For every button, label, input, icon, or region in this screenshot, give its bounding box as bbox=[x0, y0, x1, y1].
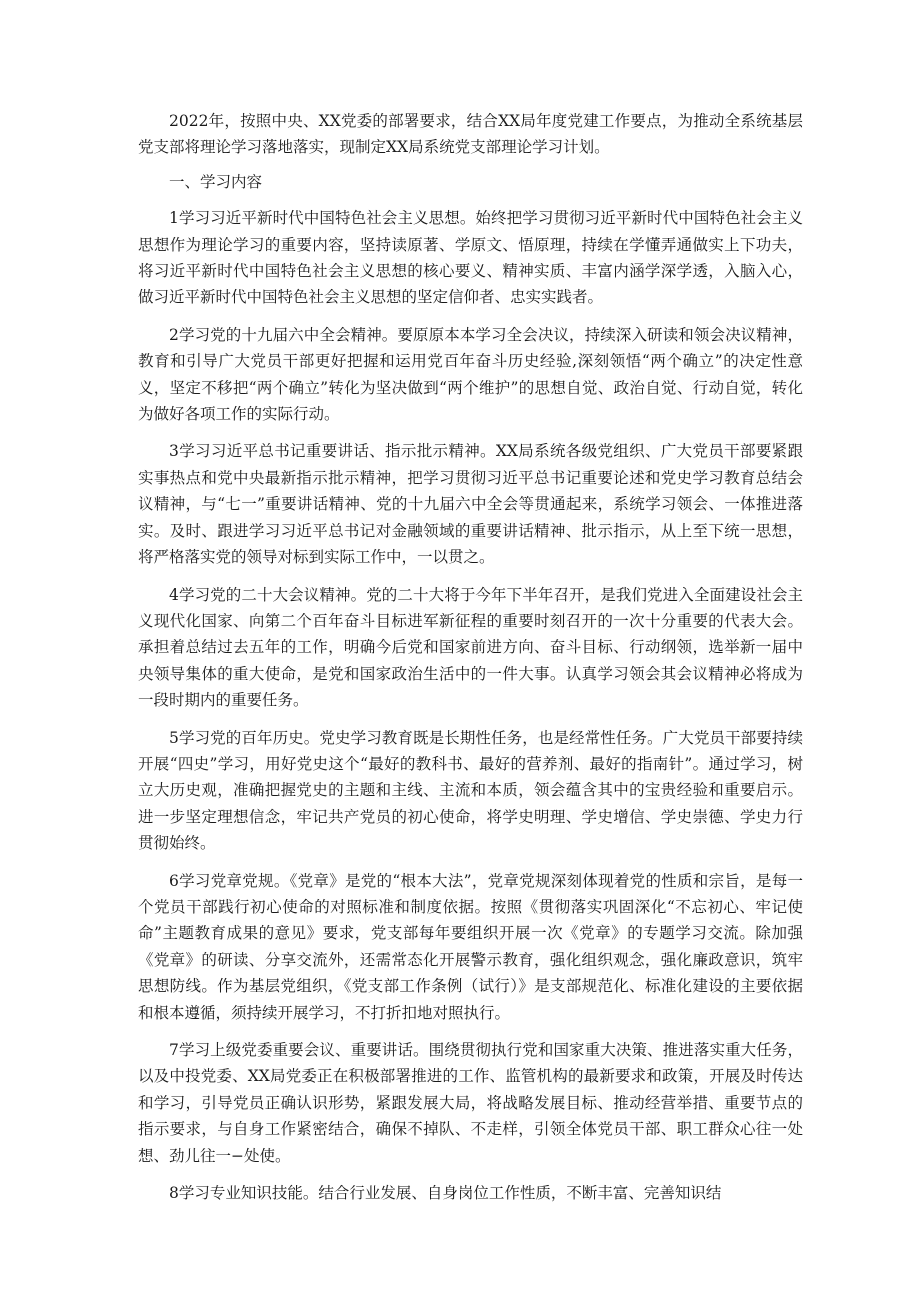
study-item-8: 8学习专业知识技能。结合行业发展、自身岗位工作性质，不断丰富、完善知识结 bbox=[169, 1184, 722, 1203]
study-item-4: 4学习党的二十大会议精神。党的二十大将于今年下半年召开，是我们党进入全面建设社会主义现代化国家、向第二个百年奋斗目标进军新征程的重要时刻召开的一次十分重要的代表大会。承担着总结过去五年的工作，明确今后党和国家前进方向、奋斗目标、行动纲领，选举新一届中央领导集体的重大使命，是党和国家政治生活中的一件大事。认真学习领会其会议精神必将成为一段时期内的重要任务。 bbox=[138, 585, 803, 710]
study-item-1: 1学习习近平新时代中国特色社会主义思想。始终把学习贯彻习近平新时代中国特色社会主义思想作为理论学习的重要内容，坚持读原著、学原文、悟原理，持续在学懂弄通做实上下功夫，将习近平新时代中国特色社会主义思想的核心要义、精神实质、丰富内涵学深学透，入脑入心，做习近平新时代中国特色社会主义思想的坚定信仰者、忠实实践者。 bbox=[138, 209, 803, 307]
section-heading: 一、学习内容 bbox=[169, 172, 263, 191]
study-item-6: 6学习党章党规。《党章》是党的“根本大法”，党章党规深刻体现着党的性质和宗旨，是每一个党员干部践行初心使命的对照标准和制度依据。按照《贯彻落实巩固深化“不忘初心、牢记使命”主题教育成果的意见》要求，党支部每年要组织开展一次《党章》的专题学习交流。除加强《党章》的研读、分享交流外，还需常态化开展警示教育，强化组织观念，强化廉政意识，筑牢思想防线。作为基层党组织，《党支部工作条例（试行）》是支部规范化、标准化建设的主要依据和根本遵循，须持续开展学习，不打折扣地对照执行。 bbox=[138, 871, 803, 1022]
intro-paragraph: 2022年，按照中央、XX党委的部署要求，结合XX局年度党建工作要点，为推动全系统基层党支部将理论学习落地落实，现制定XX局系统党支部理论学习计划。 bbox=[138, 112, 803, 157]
study-item-2: 2学习党的十九届六中全会精神。要原原本本学习全会决议，持续深入研读和领会决议精神，教育和引导广大党员干部更好把握和运用党百年奋斗历史经验,深刻领悟“两个确立”的决定性意义，坚定不移把“两个确立”转化为坚决做到“两个维护”的思想自觉、政治自觉、行动自觉，转化为做好各项工作的实际行动。 bbox=[138, 325, 803, 424]
study-item-5: 5学习党的百年历史。党史学习教育既是长期性任务，也是经常性任务。广大党员干部要持续开展“四史”学习，用好党史这个“最好的教科书、最好的营养剂、最好的指南针”。通过学习，树立大历史观，准确把握党史的主题和主线、主流和本质，领会蕴含其中的宝贵经验和重要启示。进一步坚定理想信念，牢记共产党员的初心使命，将学史明理、学史增信、学史崇德、学史力行贯彻始终。 bbox=[138, 728, 803, 853]
study-item-3: 3学习习近平总书记重要讲话、指示批示精神。XX局系统各级党组织、广大党员干部要紧跟实事热点和党中央最新指示批示精神，把学习贯彻习近平总书记重要论述和党史学习教育总结会议精神，与“七一”重要讲话精神、党的十九届六中全会等贯通起来，系统学习领会、一体推进落实。及时、跟进学习习近平总书记对金融领域的重要讲话精神、批示指示，从上至下统一思想，将严格落实党的领导对标到实际工作中，一以贯之。 bbox=[138, 442, 803, 567]
document-page bbox=[138, 108, 803, 1217]
study-item-7: 7学习上级党委重要会议、重要讲话。围绕贯彻执行党和国家重大决策、推进落实重大任务，以及中投党委、XX局党委正在积极部署推进的工作、监管机构的最新要求和政策，开展及时传达和学习，引导党员正确认识形势，紧跟发展大局，将战略发展目标、推动经营举措、重要节点的指示要求，与自身工作紧密结合，确保不掉队、不走样，引领全体党员干部、职工群众心往一处想、劲儿往一−处使。 bbox=[138, 1041, 803, 1165]
